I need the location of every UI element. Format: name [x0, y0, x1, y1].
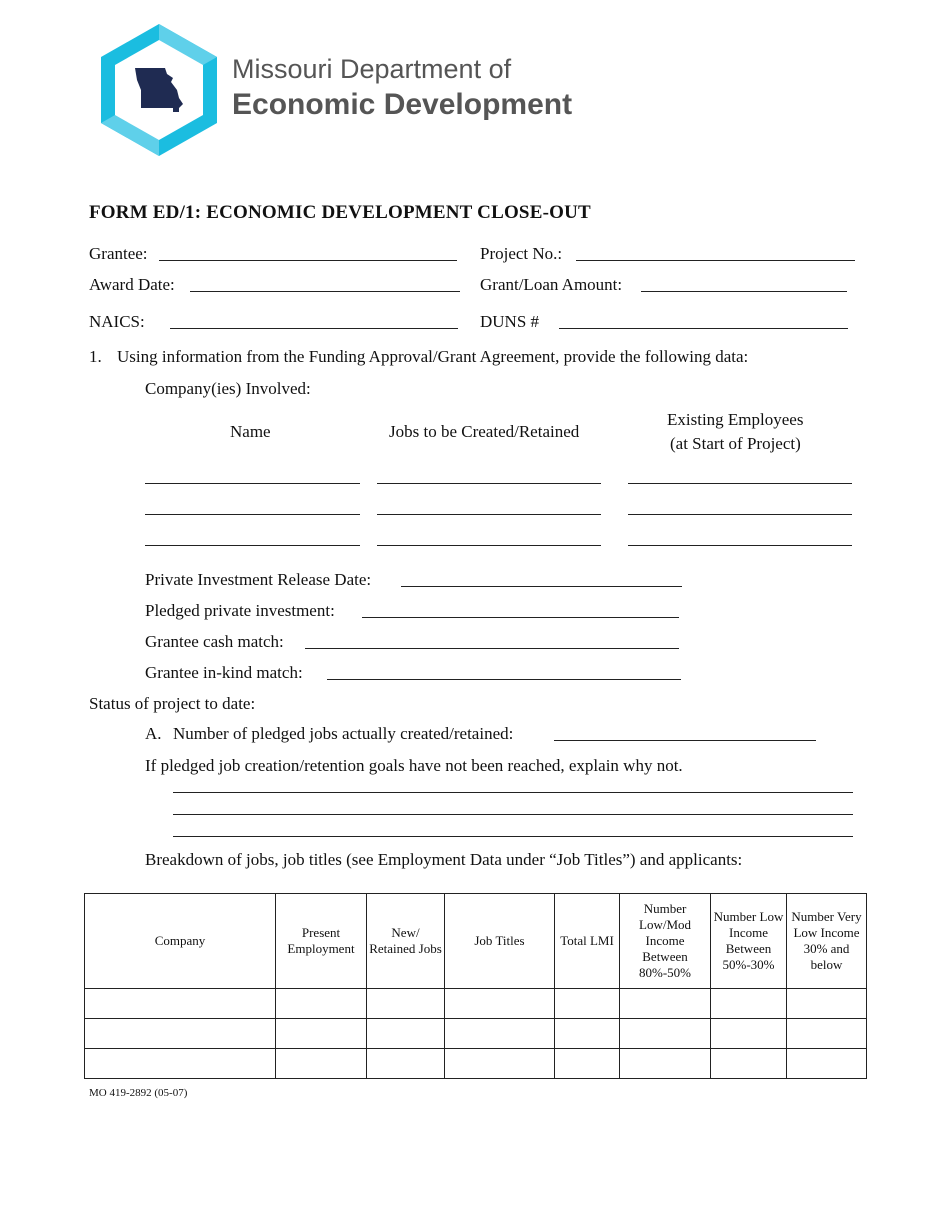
explain-label: If pledged job creation/retention goals have not been reached, explain why not. — [145, 756, 683, 775]
table-row — [85, 1019, 867, 1049]
table-cell[interactable] — [85, 1049, 276, 1079]
col-existing-header-line2: (at Start of Project) — [670, 434, 801, 453]
award-date-label: Award Date: — [89, 275, 175, 294]
table-cell[interactable] — [367, 1019, 445, 1049]
grantee-field[interactable] — [159, 260, 457, 261]
table-cell[interactable] — [711, 1019, 787, 1049]
status-label: Status of project to date: — [89, 694, 256, 713]
company-existing-field[interactable] — [628, 514, 852, 515]
col-existing-header-line1: Existing Employees — [667, 410, 804, 429]
table-cell[interactable] — [555, 1019, 620, 1049]
col-jobs-header: Jobs to be Created/Retained — [389, 422, 580, 441]
table-cell[interactable] — [276, 989, 367, 1019]
item-a-text: Number of pledged jobs actually created/retained: — [173, 724, 514, 743]
form-title: FORM ED/1: ECONOMIC DEVELOPMENT CLOSE-OUT — [89, 202, 591, 223]
table-cell[interactable] — [787, 1019, 867, 1049]
th-job-titles: Job Titles — [445, 894, 555, 989]
company-existing-field[interactable] — [628, 483, 852, 484]
th-new-retained-jobs: New/ Retained Jobs — [367, 894, 445, 989]
table-cell[interactable] — [787, 1049, 867, 1079]
company-name-field[interactable] — [145, 483, 360, 484]
table-cell[interactable] — [620, 989, 711, 1019]
table-cell[interactable] — [555, 1049, 620, 1079]
th-very-low-income: Number Very Low Income 30% and below — [787, 894, 867, 989]
th-present-employment: Present Employment — [276, 894, 367, 989]
table-cell[interactable] — [711, 989, 787, 1019]
inkind-match-label: Grantee in-kind match: — [145, 663, 303, 682]
inkind-match-field[interactable] — [327, 679, 681, 680]
th-total-lmi: Total LMI — [555, 894, 620, 989]
cash-match-label: Grantee cash match: — [145, 632, 284, 651]
grantee-label: Grantee: — [89, 244, 148, 263]
jobs-created-field[interactable] — [554, 740, 816, 741]
pledged-private-field[interactable] — [362, 617, 679, 618]
missouri-hexagon-logo-icon — [101, 24, 217, 156]
companies-label: Company(ies) Involved: — [145, 379, 311, 398]
naics-field[interactable] — [170, 328, 458, 329]
table-cell[interactable] — [445, 1049, 555, 1079]
table-cell[interactable] — [555, 989, 620, 1019]
table-row — [85, 1049, 867, 1079]
cash-match-field[interactable] — [305, 648, 679, 649]
company-jobs-field[interactable] — [377, 545, 601, 546]
logo-line1: Missouri Department of — [232, 54, 512, 84]
explain-field[interactable] — [173, 836, 853, 837]
explain-field[interactable] — [173, 814, 853, 815]
table-row — [85, 989, 867, 1019]
th-company: Company — [85, 894, 276, 989]
company-name-field[interactable] — [145, 514, 360, 515]
duns-field[interactable] — [559, 328, 848, 329]
col-name-header: Name — [230, 422, 271, 441]
table-cell[interactable] — [276, 1019, 367, 1049]
grant-loan-amount-field[interactable] — [641, 291, 847, 292]
table-cell[interactable] — [787, 989, 867, 1019]
logo-line2: Economic Development — [232, 88, 573, 121]
company-name-field[interactable] — [145, 545, 360, 546]
project-no-field[interactable] — [576, 260, 855, 261]
section1-text: Using information from the Funding Approval/Grant Agreement, provide the following data: — [117, 347, 749, 366]
table-cell[interactable] — [85, 1019, 276, 1049]
project-no-label: Project No.: — [480, 244, 563, 263]
form-number-footer: MO 419-2892 (05-07) — [89, 1087, 188, 1099]
table-cell[interactable] — [276, 1049, 367, 1079]
company-existing-field[interactable] — [628, 545, 852, 546]
th-low-mod-income: Number Low/Mod Income Between 80%-50% — [620, 894, 711, 989]
table-cell[interactable] — [711, 1049, 787, 1079]
item-a-letter: A. — [145, 724, 162, 743]
table-cell[interactable] — [445, 989, 555, 1019]
section1-number: 1. — [89, 347, 102, 366]
table-cell[interactable] — [367, 1049, 445, 1079]
private-release-date-label: Private Investment Release Date: — [145, 570, 372, 589]
company-jobs-field[interactable] — [377, 514, 601, 515]
explain-field[interactable] — [173, 792, 853, 793]
naics-label: NAICS: — [89, 312, 145, 331]
table-cell[interactable] — [620, 1019, 711, 1049]
table-cell[interactable] — [85, 989, 276, 1019]
breakdown-label: Breakdown of jobs, job titles (see Employment Data under “Job Titles”) and applicants: — [145, 850, 743, 869]
private-release-date-field[interactable] — [401, 586, 682, 587]
table-cell[interactable] — [620, 1049, 711, 1079]
duns-label: DUNS # — [480, 312, 540, 331]
grant-loan-amount-label: Grant/Loan Amount: — [480, 275, 623, 294]
table-cell[interactable] — [367, 989, 445, 1019]
jobs-breakdown-table — [84, 893, 867, 1079]
company-jobs-field[interactable] — [377, 483, 601, 484]
th-low-income: Number Low Income Between 50%-30% — [711, 894, 787, 989]
award-date-field[interactable] — [190, 291, 460, 292]
pledged-private-label: Pledged private investment: — [145, 601, 335, 620]
table-cell[interactable] — [445, 1019, 555, 1049]
